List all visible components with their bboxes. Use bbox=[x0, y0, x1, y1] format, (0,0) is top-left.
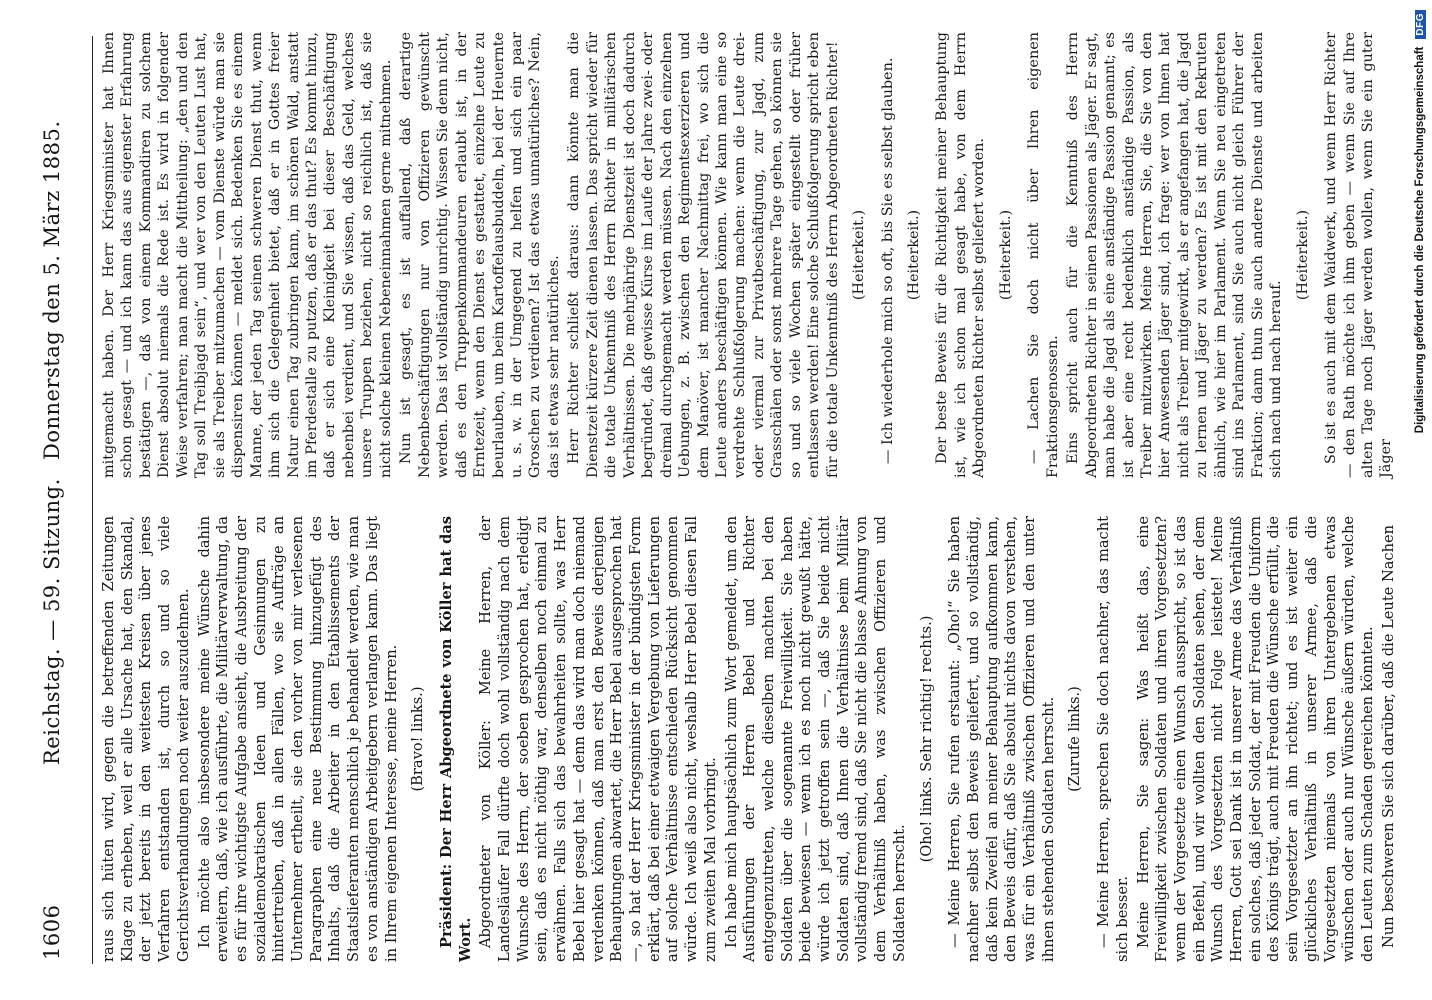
paragraph: Ich habe mich hauptsächlich zum Wort gemeldet, um den Ausführungen der Herren Bebel und Richter entgegenzutreten, welche dieselben machten bei den Soldaten über die sogenannte Freiwilligkeit. Sie haben beide bewiesen — wenn ich es noch nicht gewußt hätte, würde ich jetzt getroffen sein —, daß Sie beide nicht Soldaten sind, daß Ihnen die Verhältnisse beim Militär vollständig fremd sind, daß Sie nicht die blasse Ahnung von dem Verhältniß haben, was zwischen Offizieren und Soldaten herrscht. bbox=[722, 516, 908, 962]
digitization-credit bbox=[1410, 10, 1430, 770]
paragraph: — Meine Herren, Sie rufen erstaunt: „Oho!“ Sie haben nachher selbst den Beweis geliefert, und so vollständig, daß kein Zweifel an meiner Behauptung aufkommen kann, den Beweis dafür, daß Sie absolut nichts davon verstehen, was für ein Verhältniß zwischen Offizieren und den unter ihnen stehenden Soldaten herrscht. bbox=[946, 516, 1057, 962]
page-number: 1606 bbox=[40, 904, 64, 960]
paragraph: Nun ist gesagt, es ist auffallend, daß derartige Nebenbeschäftigungen nur von Offizieren gewünscht werden. Das ist vollständig unrichtig. Wissen Sie denn nicht, daß es den Truppenkommandeuren erlaubt ist, in der Erntezeit, wenn den Dienst es gestattet, einzelne Leute zu beurlauben, um beim Kartoffelausbuddeln, bei der Heuernte u. s. w. in der Umgegend zu helfen und sich ein paar Groschen zu verdienen? Ist das etwas unnatürliches? Nein, das ist etwas sehr natürliches. bbox=[398, 32, 562, 478]
paragraph: Eins spricht auch für die Kenntniß des Herrn Abgeordneten Richter in seinen Passionen als Jäger. Er sagt, man habe die Jagd als eine anständige Passion genannt; es ist aber eine recht bedenklich anständige Passion, als Treiber mitzuwirken. Meine Herren, Sie, die Sie von den hier Anwesenden Jäger sind, ich frage: wer von Ihnen hat nicht als Treiber mitgewirkt, als er angefangen hat, die Jagd zu lernen und Jäger zu werden? Es ist mit den Rekruten ähnlich, wie hier im Parlament. Wenn Sie neu eingetreten sind ins Parlament, sind Sie auch nicht gleich Führer der Fraktion; dann thun Sie auch andere Dienste und arbeiten sich nach und nach herauf. bbox=[1065, 32, 1285, 478]
interjection: (Heiterkeit.) bbox=[851, 209, 868, 301]
speaker-paragraph: Abgeordneter von Köller: Meine Herren, der Landesläufer Fall dürfte doch wohl vollständig nach dem Wunsche des Herrn, der soeben gesprochen hat, erledigt sein, daß es nicht nöthig war, denselben noch einmal zu erwähnen. Falls sich das bewahrheiten sollte, was Herr Bebel hier gesagt hat — denn das wird man doch niemand verdenken können, daß man erst den Beweis derjenigen Behauptungen abwartet, die Herr Bebel ausgesprochen hat —, so hat der Herr Kriegsminister in der bündigsten Form erklärt, daß bei einer etwaigen Vergebung von Lieferungen auf solche Verhältnisse entschieden Rücksicht genommen würde. Ich weiß also nicht, weshalb Herr Bebel diesen Fall zum zweiten Mal vorbringt. bbox=[477, 516, 719, 962]
paragraph: Nun beschweren Sie sich darüber, daß die Leute Nachen bbox=[1379, 524, 1397, 948]
speaker-paragraph: Präsident: Der Herr Abgeordnete von Köller hat das Wort. bbox=[437, 516, 474, 962]
interjection: (Oho! links. Sehr richtig! rechts.) bbox=[917, 615, 935, 863]
paragraph: raus sich hüten wird, gegen die betreffenden Zeitungen Klage zu erheben, weil er alle Ursache hat, den Skandal, der jetzt bereits in den weitesten Kreisen über jenes Verfahren entstanden ist, durch so und so viele Gerichtsverhandlungen noch weiter auszudehnen. bbox=[100, 516, 192, 962]
header-rule bbox=[92, 36, 93, 964]
dfg-logo: DFG bbox=[1415, 10, 1426, 39]
paragraph: — Meine Herren, sprechen Sie doch nachher, das macht sich besser. bbox=[1095, 516, 1131, 962]
interjection: (Zurufe links.) bbox=[1066, 686, 1084, 792]
paragraph: So ist es auch mit dem Waidwerk, und wenn Herr Richter — den Rath möchte ich ihm geben — wenn Sie auf Ihre alten Tage noch Jäger werden wollen, wenn Sie ein guter Jäger bbox=[1323, 32, 1395, 478]
right-running-title: Donnerstag den 5. März 1885. bbox=[40, 120, 64, 460]
interjection: (Heiterkeit.) bbox=[906, 209, 923, 301]
paragraph: mitgemacht haben. Der Herr Kriegsminister hat Ihnen schon gesagt — und ich kann das aus eigenster Erfahrung bestätigen —, daß von einem Kommandiren zu solchem Dienst absolut niemals die Rede ist. Es wird in folgender Weise verfahren; man macht die Mittheilung: „den und den Tag soll Treibjagd sein“, und wer von den Leuten Lust hat, sie als Treiber mitzumachen — vom Dienste würde man sie dispensiren können — meldet sich. Bedenken Sie es einem Manne, der jeden Tag seinen schweren Dienst thut, wenn ihm sich die Gelegenheit bietet, daß er in Gottes freier Natur einen Tag zubringen kann, im schönen Wald, anstatt im Pferdestalle zu putzen, daß er das thut? Es kommt hinzu, daß er sich eine Kleinigkeit bei dieser Beschäftigung nebenbei verdient, und Sie wissen, daß das Geld, welches unsere Truppen beziehen, nicht so reichlich ist, daß sie nicht solche kleinen Nebeneinnahmen gerne mitnehmen. bbox=[101, 32, 394, 478]
right-column bbox=[100, 32, 1398, 478]
interjection: (Heiterkeit.) bbox=[1294, 209, 1311, 301]
paragraph: — Ich wiederhole mich so oft, bis Sie es selbst glauben. bbox=[879, 57, 896, 464]
paragraph: Ich möchte also insbesondere meine Wünsche dahin erweitern, daß, wie ich ausführte, die Militärverwaltung, da es für ihre wichtigste Aufgabe ansieht, die Ausbreitung der sozialdemokratischen Ideen und Gesinnungen zu hintertreiben, daß in allen Fällen, wo sie Aufträge an Unternehmer ertheilt, sie den vorher von mir verlesenen Paragraphen eine neue Bestimmung hinzugefügt des Inhalts, daß die Arbeiter in den Etablissements der Staatslieferanten menschlich je behandelt werden, wie man es von anständigen Arbeitgebern verlangen kann. Das liegt in Ihrem eigenen Interesse, meine Herren. bbox=[195, 516, 400, 962]
paragraph: Meine Herren, Sie sagen: Was heißt das, eine Freiwilligkeit zwischen Soldaten und ihren Vorgesetzten? wenn der Vorgesetzte einen Wunsch ausspricht, so ist das ein Befehl, und wir wollten den Soldaten sehen, der dem Wunsch des Vorgesetzten nicht Folge leistete! Meine Herren, Gott sei Dank ist in unserer Armee das Verhältniß ein solches, daß jeder Soldat, der mit Freuden die Uniform des Königs trägt, auch mit Freuden die Wünsche erfüllt, die sein Vorgesetzter an ihn richtet; und es ist weiter ein glückliches Verhältniß in unserer Armee, daß die Vorgesetzten niemals von ihren Untergebenen etwas wünschen oder auch nur Wünsche äußern würden, welche den Leuten zum Schaden gereichen könnten. bbox=[1134, 516, 1376, 962]
interjection: (Heiterkeit.) bbox=[997, 209, 1014, 301]
credit-label: Digitalisierung gefördert durch die Deutsche Forschungsgemeinschaft bbox=[1414, 46, 1426, 434]
left-column bbox=[100, 516, 1400, 962]
paragraph: Herr Richter schließt daraus: dann könnte man die Dienstzeit kürzere Zeit dienen lassen. Das spricht wieder für die totale Unkenntniß des Herrn Richter in militärischen Verhältnissen. Die mehrjährige Dienstzeit ist doch dadurch begründet, daß gewisse Kürse im Laufe der Jahre zwei- oder dreimal durchgemacht werden müssen. Nach den einzelnen Uebungen, z. B. zwischen den Regimentsexerzieren und dem Manöver, ist mancher Nachmittag frei, wo sich die Leute anders beschäftigen können. Wie kann man eine so verdrehte Schlußfolgerung machen: wenn die Leute drei- oder viermal zur Privatbeschäftigung, zur Jagd, zum Grasschälen oder sonst mehrere Tage gehen, so können sie so und so viele Wochen später eingestellt oder früher entlassen werden! Eine solche Schlußfolgerung spricht eben für die totale Unkenntniß des Herrn Abgeordneten Richter! bbox=[566, 32, 841, 478]
paragraph: — Lachen Sie doch nicht über Ihren eigenen Fraktionsgenossen. bbox=[1026, 32, 1061, 478]
interjection: (Bravo! links.) bbox=[409, 686, 427, 792]
left-running-title: Reichstag. — 59. Sitzung. bbox=[40, 478, 64, 765]
paragraph: Der beste Beweis für die Richtigkeit meiner Behauptung ist, wie ich schon mal gesagt habe, von dem Herrn Abgeordneten Richter selbst geliefert worden. bbox=[934, 32, 988, 478]
